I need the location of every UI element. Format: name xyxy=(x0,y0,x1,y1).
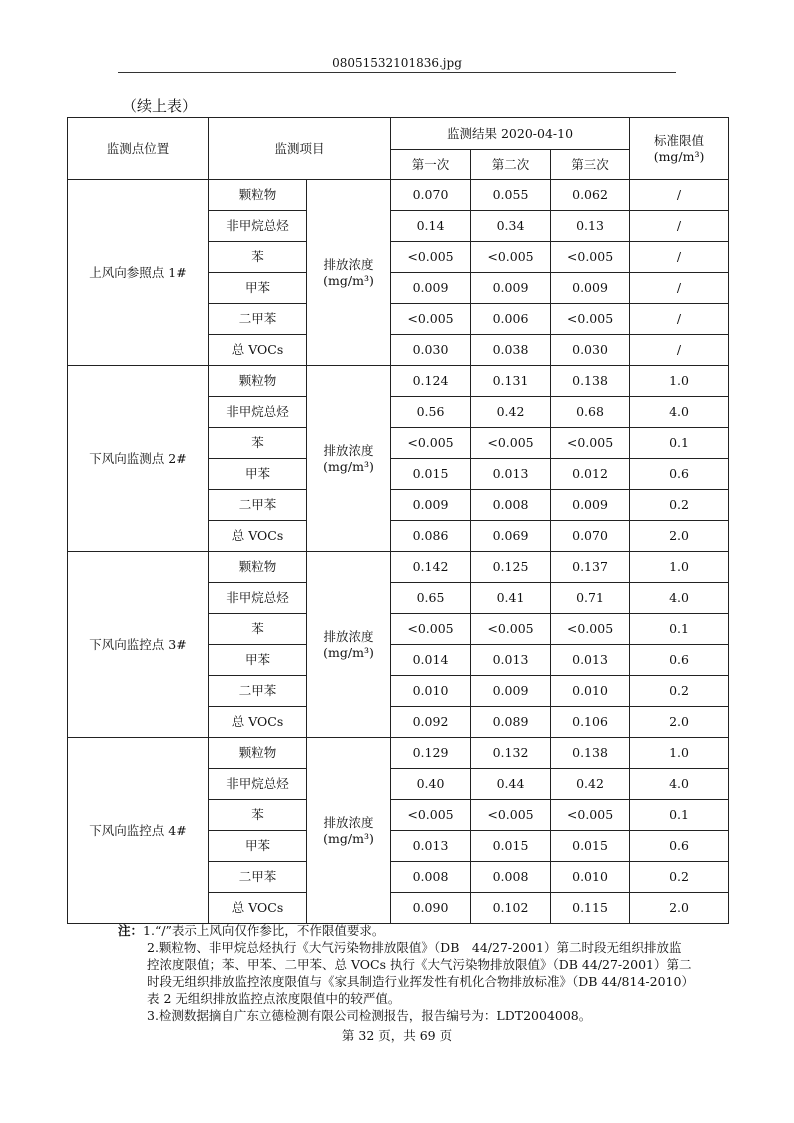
value-cell: 0.055 xyxy=(471,180,551,211)
limit-cell: 0.6 xyxy=(630,459,729,490)
value-cell: 0.030 xyxy=(551,335,630,366)
value-cell: 0.015 xyxy=(551,831,630,862)
value-cell: 0.006 xyxy=(471,304,551,335)
limit-cell: / xyxy=(630,335,729,366)
value-cell: 0.092 xyxy=(391,707,471,738)
value-cell: 0.125 xyxy=(471,552,551,583)
note-1-text: 1.“/”表示上风向仅作参比，不作限值要求。 xyxy=(143,923,385,938)
continuation-label: （续上表） xyxy=(122,97,198,115)
value-cell: 0.030 xyxy=(391,335,471,366)
value-cell: 0.013 xyxy=(391,831,471,862)
measure-label: 排放浓度 xyxy=(323,442,374,458)
value-cell: 0.14 xyxy=(391,211,471,242)
item-cell: 颗粒物 xyxy=(209,552,307,583)
measure-label: 排放浓度 xyxy=(323,256,374,272)
file-name-header: 08051532101836.jpg xyxy=(332,56,462,70)
value-cell: 0.131 xyxy=(471,366,551,397)
location-cell: 下风向监测点 2# xyxy=(68,366,209,552)
item-cell: 苯 xyxy=(209,800,307,831)
value-cell: <0.005 xyxy=(391,614,471,645)
value-cell: 0.009 xyxy=(551,490,630,521)
item-cell: 甲苯 xyxy=(209,459,307,490)
item-cell: 非甲烷总烃 xyxy=(209,397,307,428)
value-cell: 0.13 xyxy=(551,211,630,242)
value-cell: 0.102 xyxy=(471,893,551,924)
value-cell: 0.009 xyxy=(471,273,551,304)
value-cell: 0.137 xyxy=(551,552,630,583)
value-cell: 0.142 xyxy=(391,552,471,583)
header-third: 第三次 xyxy=(551,150,630,180)
header-second: 第二次 xyxy=(471,150,551,180)
header-first: 第一次 xyxy=(391,150,471,180)
value-cell: <0.005 xyxy=(471,614,551,645)
limit-cell: 4.0 xyxy=(630,583,729,614)
value-cell: 0.010 xyxy=(551,676,630,707)
measure-label: 排放浓度 xyxy=(323,814,374,830)
item-cell: 苯 xyxy=(209,242,307,273)
limit-cell: 1.0 xyxy=(630,552,729,583)
value-cell: 0.086 xyxy=(391,521,471,552)
limit-cell: 0.2 xyxy=(630,862,729,893)
value-cell: <0.005 xyxy=(551,428,630,459)
limit-cell: 0.2 xyxy=(630,490,729,521)
item-cell: 二甲苯 xyxy=(209,862,307,893)
value-cell: <0.005 xyxy=(391,242,471,273)
value-cell: 0.129 xyxy=(391,738,471,769)
value-cell: 0.008 xyxy=(471,490,551,521)
limit-cell: 2.0 xyxy=(630,707,729,738)
table-row xyxy=(68,552,729,583)
table-header-row xyxy=(68,118,729,150)
limit-cell: 0.6 xyxy=(630,645,729,676)
value-cell: 0.56 xyxy=(391,397,471,428)
value-cell: 0.008 xyxy=(471,862,551,893)
header-location: 监测点位置 xyxy=(68,118,209,180)
location-cell: 下风向监控点 4# xyxy=(68,738,209,924)
value-cell: 0.014 xyxy=(391,645,471,676)
limit-cell: 2.0 xyxy=(630,521,729,552)
value-cell: 0.009 xyxy=(471,676,551,707)
limit-cell: 0.1 xyxy=(630,428,729,459)
item-cell: 总 VOCs xyxy=(209,335,307,366)
measure-cell xyxy=(307,738,391,924)
value-cell: <0.005 xyxy=(471,428,551,459)
value-cell: 0.138 xyxy=(551,366,630,397)
value-cell: 0.106 xyxy=(551,707,630,738)
value-cell: <0.005 xyxy=(471,242,551,273)
value-cell: 0.009 xyxy=(391,273,471,304)
value-cell: 0.68 xyxy=(551,397,630,428)
value-cell: 0.013 xyxy=(471,645,551,676)
value-cell: 0.124 xyxy=(391,366,471,397)
value-cell: 0.44 xyxy=(471,769,551,800)
limit-cell: / xyxy=(630,211,729,242)
measure-cell xyxy=(307,366,391,552)
value-cell: <0.005 xyxy=(391,304,471,335)
item-cell: 非甲烷总烃 xyxy=(209,583,307,614)
location-cell: 下风向监控点 3# xyxy=(68,552,209,738)
value-cell: 0.115 xyxy=(551,893,630,924)
value-cell: 0.42 xyxy=(471,397,551,428)
value-cell: 0.090 xyxy=(391,893,471,924)
value-cell: 0.65 xyxy=(391,583,471,614)
header-item: 监测项目 xyxy=(209,118,391,180)
monitoring-results-table xyxy=(67,117,729,924)
location-cell: 上风向参照点 1# xyxy=(68,180,209,366)
limit-cell: 1.0 xyxy=(630,366,729,397)
header-result: 监测结果 2020-04-10 xyxy=(391,118,630,150)
value-cell: 0.009 xyxy=(551,273,630,304)
item-cell: 苯 xyxy=(209,428,307,459)
header-limit-unit: (mg/m³) xyxy=(653,148,705,164)
notes-section xyxy=(118,922,693,1024)
measure-unit: (mg/m³) xyxy=(323,458,374,474)
item-cell: 颗粒物 xyxy=(209,738,307,769)
value-cell: 0.138 xyxy=(551,738,630,769)
item-cell: 二甲苯 xyxy=(209,676,307,707)
value-cell: 0.012 xyxy=(551,459,630,490)
table-row xyxy=(68,738,729,769)
notes-label: 注： xyxy=(118,923,144,938)
limit-cell: 2.0 xyxy=(630,893,729,924)
value-cell: <0.005 xyxy=(551,242,630,273)
header-limit xyxy=(630,118,729,180)
item-cell: 二甲苯 xyxy=(209,490,307,521)
item-cell: 甲苯 xyxy=(209,831,307,862)
item-cell: 二甲苯 xyxy=(209,304,307,335)
value-cell: 0.010 xyxy=(391,676,471,707)
limit-cell: / xyxy=(630,180,729,211)
note-1 xyxy=(118,922,693,939)
item-cell: 非甲烷总烃 xyxy=(209,211,307,242)
measure-unit: (mg/m³) xyxy=(323,644,374,660)
header-divider xyxy=(118,72,676,73)
value-cell: <0.005 xyxy=(551,614,630,645)
limit-cell: / xyxy=(630,304,729,335)
value-cell: 0.013 xyxy=(471,459,551,490)
measure-unit: (mg/m³) xyxy=(323,272,374,288)
note-3: 3.检测数据摘自广东立德检测有限公司检测报告，报告编号为：LDT2004008。 xyxy=(147,1008,592,1023)
limit-cell: / xyxy=(630,242,729,273)
value-cell: <0.005 xyxy=(551,304,630,335)
table-row xyxy=(68,180,729,211)
value-cell: 0.089 xyxy=(471,707,551,738)
item-cell: 颗粒物 xyxy=(209,366,307,397)
value-cell: 0.062 xyxy=(551,180,630,211)
value-cell: 0.42 xyxy=(551,769,630,800)
limit-cell: 0.1 xyxy=(630,800,729,831)
value-cell: 0.038 xyxy=(471,335,551,366)
value-cell: <0.005 xyxy=(471,800,551,831)
measure-label: 排放浓度 xyxy=(323,628,374,644)
value-cell: 0.41 xyxy=(471,583,551,614)
item-cell: 甲苯 xyxy=(209,273,307,304)
value-cell: 0.71 xyxy=(551,583,630,614)
value-cell: <0.005 xyxy=(391,428,471,459)
item-cell: 苯 xyxy=(209,614,307,645)
value-cell: 0.070 xyxy=(391,180,471,211)
header-limit-label: 标准限值 xyxy=(654,132,705,148)
measure-unit: (mg/m³) xyxy=(323,830,374,846)
limit-cell: 4.0 xyxy=(630,769,729,800)
limit-cell: 1.0 xyxy=(630,738,729,769)
item-cell: 总 VOCs xyxy=(209,521,307,552)
value-cell: 0.015 xyxy=(391,459,471,490)
item-cell: 总 VOCs xyxy=(209,707,307,738)
value-cell: 0.070 xyxy=(551,521,630,552)
table-row xyxy=(68,366,729,397)
measure-cell xyxy=(307,180,391,366)
item-cell: 甲苯 xyxy=(209,645,307,676)
value-cell: <0.005 xyxy=(391,800,471,831)
item-cell: 非甲烷总烃 xyxy=(209,769,307,800)
note-2: 2.颗粒物、非甲烷总烃执行《大气污染物排放限值》（DB 44/27-2001）第二时段无组织排放监控浓度限值；苯、甲苯、二甲苯、总 VOCs 执行《大气污染物排放限值》（DB 44/27-2001）第二时段无组织排放监控浓度限值与《家具制造行业挥发性有机化合物排放标准》（DB 44/814-2010）表 2 无组织排放监控点浓度限值中的较严值。 xyxy=(147,940,692,1006)
value-cell: 0.069 xyxy=(471,521,551,552)
limit-cell: / xyxy=(630,273,729,304)
item-cell: 总 VOCs xyxy=(209,893,307,924)
limit-cell: 0.1 xyxy=(630,614,729,645)
value-cell: 0.013 xyxy=(551,645,630,676)
value-cell: <0.005 xyxy=(551,800,630,831)
limit-cell: 0.2 xyxy=(630,676,729,707)
measure-cell xyxy=(307,552,391,738)
value-cell: 0.008 xyxy=(391,862,471,893)
value-cell: 0.132 xyxy=(471,738,551,769)
limit-cell: 0.6 xyxy=(630,831,729,862)
item-cell: 颗粒物 xyxy=(209,180,307,211)
page-number: 第 32 页，共 69 页 xyxy=(341,1028,453,1043)
value-cell: 0.40 xyxy=(391,769,471,800)
value-cell: 0.34 xyxy=(471,211,551,242)
value-cell: 0.015 xyxy=(471,831,551,862)
value-cell: 0.010 xyxy=(551,862,630,893)
value-cell: 0.009 xyxy=(391,490,471,521)
limit-cell: 4.0 xyxy=(630,397,729,428)
